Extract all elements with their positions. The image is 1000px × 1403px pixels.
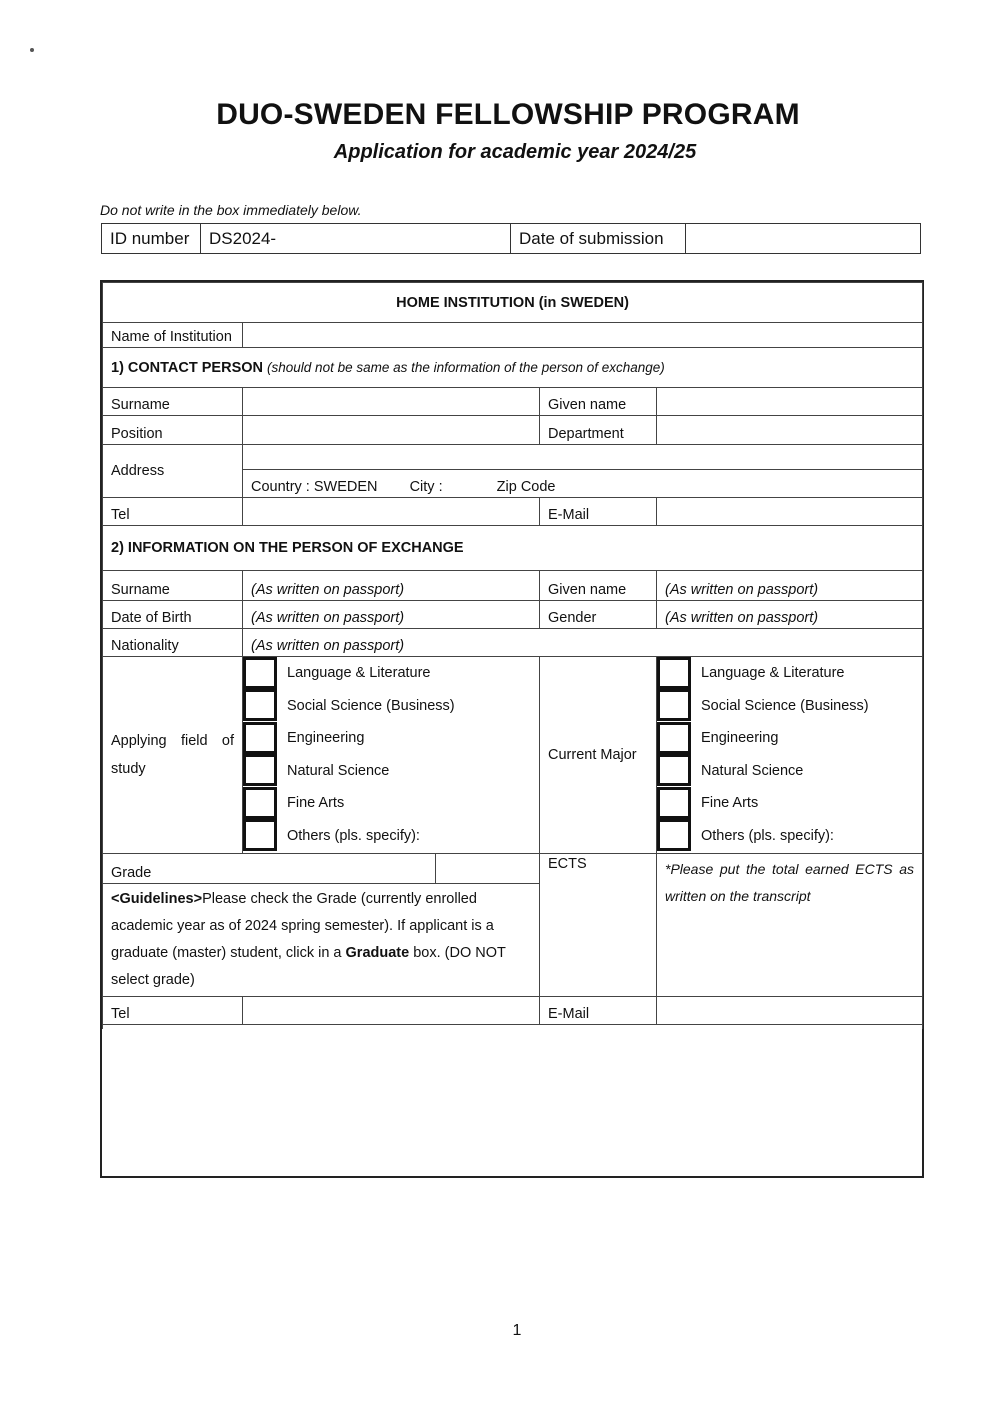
applying-field-options <box>243 657 540 854</box>
exchange-gender-field[interactable]: (As written on passport) <box>657 601 923 629</box>
applying-field-option-label: Language & Literature <box>287 665 431 682</box>
current-major-checkbox[interactable] <box>657 657 691 689</box>
current-major-option-label: Engineering <box>701 730 779 747</box>
applying-field-option-label: Others (pls. specify): <box>287 827 420 844</box>
applying-field-option <box>243 722 539 755</box>
ects-note-cell[interactable] <box>657 854 923 997</box>
applying-field-checkbox[interactable] <box>243 722 277 754</box>
current-major-option <box>657 755 922 788</box>
applying-field-label: Applying field of study <box>103 657 243 854</box>
contact-address-field[interactable] <box>243 445 923 470</box>
applying-field-option-label: Natural Science <box>287 762 390 779</box>
contact-given-name-label: Given name <box>540 388 657 416</box>
current-major-option <box>657 787 922 820</box>
date-of-submission-field[interactable] <box>686 224 921 254</box>
contact-address-detail-field[interactable] <box>243 470 923 498</box>
exchange-tel-field[interactable] <box>243 997 540 1025</box>
contact-surname-label: Surname <box>103 388 243 416</box>
exchange-given-name-label: Given name <box>540 571 657 601</box>
contact-department-label: Department <box>540 416 657 445</box>
current-major-checkbox[interactable] <box>657 819 691 851</box>
zip-code-label: Zip Code <box>496 479 556 495</box>
applying-field-checkbox[interactable] <box>243 787 277 819</box>
application-form <box>100 280 924 1178</box>
applying-field-option <box>243 690 539 723</box>
id-number-label: ID number <box>102 224 201 254</box>
current-major-checklist <box>657 657 922 852</box>
current-major-option-label: Fine Arts <box>701 795 759 812</box>
current-major-checkbox[interactable] <box>657 722 691 754</box>
current-major-option-label: Language & Literature <box>701 665 845 682</box>
grade-label: Grade <box>103 854 436 884</box>
exchange-given-name-field[interactable]: (As written on passport) <box>657 571 923 601</box>
page-title: DUO-SWEDEN FELLOWSHIP PROGRAM <box>216 98 800 131</box>
contact-address-label: Address <box>103 445 243 498</box>
current-major-options <box>657 657 923 854</box>
contact-surname-field[interactable] <box>243 388 540 416</box>
current-major-option-label: Natural Science <box>701 762 804 779</box>
contact-given-name-field[interactable] <box>657 388 923 416</box>
exchange-email-field[interactable] <box>657 997 923 1025</box>
applying-field-option <box>243 755 539 788</box>
guidelines-tag: <Guidelines> <box>111 891 203 907</box>
blank-area <box>103 1025 923 1030</box>
applying-field-checkbox[interactable] <box>243 657 277 689</box>
current-major-option-label: Social Science (Business) <box>701 697 869 714</box>
applying-field-option <box>243 657 539 690</box>
guidelines-graduate: Graduate <box>345 945 410 961</box>
exchange-tel-label: Tel <box>103 997 243 1025</box>
current-major-option <box>657 657 922 690</box>
country-label: Country : SWEDEN <box>251 479 378 495</box>
date-of-submission-label: Date of submission <box>511 224 686 254</box>
contact-position-label: Position <box>103 416 243 445</box>
current-major-option <box>657 722 922 755</box>
scan-speck <box>30 48 34 52</box>
applying-field-option-label: Social Science (Business) <box>287 697 455 714</box>
institution-name-field[interactable] <box>243 323 923 348</box>
guidelines-text-1: Please check the Grade (currently enrolled academic year as of 2024 spring semester). If applicant is a graduate (master) student, click in a <box>111 891 494 961</box>
exchange-surname-label: Surname <box>103 571 243 601</box>
contact-email-label: E-Mail <box>540 498 657 526</box>
exchange-email-label: E-Mail <box>540 997 657 1025</box>
applying-field-checkbox[interactable] <box>243 754 277 786</box>
guidelines-text-2: box. (DO NOT select grade) <box>111 945 506 988</box>
ects-note: *Please put the total earned ECTS as written on the transcript <box>665 861 915 904</box>
applying-field-option-label: Fine Arts <box>287 795 345 812</box>
current-major-option <box>657 820 922 853</box>
grade-guidelines <box>103 884 540 997</box>
current-major-checkbox[interactable] <box>657 787 691 819</box>
current-major-checkbox[interactable] <box>657 754 691 786</box>
applying-field-checkbox[interactable] <box>243 819 277 851</box>
grade-field[interactable] <box>436 854 540 884</box>
exchange-nationality-field[interactable]: (As written on passport) <box>243 629 923 657</box>
exchange-dob-label: Date of Birth <box>103 601 243 629</box>
contact-email-field[interactable] <box>657 498 923 526</box>
contact-tel-label: Tel <box>103 498 243 526</box>
page-number: 1 <box>512 1322 522 1339</box>
contact-position-field[interactable] <box>243 416 540 445</box>
applying-field-option <box>243 820 539 853</box>
institution-name-label: Name of Institution <box>103 323 243 348</box>
current-major-option <box>657 690 922 723</box>
ects-label: ECTS <box>540 854 657 997</box>
contact-department-field[interactable] <box>657 416 923 445</box>
office-use-table <box>101 223 921 254</box>
applying-field-option <box>243 787 539 820</box>
office-use-note: Do not write in the box immediately below. <box>100 202 362 218</box>
exchange-surname-field[interactable]: (As written on passport) <box>243 571 540 601</box>
exchange-person-heading: 2) INFORMATION ON THE PERSON OF EXCHANGE <box>103 526 923 571</box>
form-table <box>102 282 923 1029</box>
contact-person-title: 1) CONTACT PERSON <box>111 359 263 376</box>
applying-field-checklist <box>243 657 539 852</box>
city-label: City : <box>409 479 443 495</box>
home-institution-header: HOME INSTITUTION (in SWEDEN) <box>103 283 923 323</box>
current-major-label: Current Major <box>540 657 657 854</box>
current-major-checkbox[interactable] <box>657 689 691 721</box>
id-number-field[interactable]: DS2024- <box>201 224 511 254</box>
applying-field-option-label: Engineering <box>287 730 365 747</box>
contact-tel-field[interactable] <box>243 498 540 526</box>
exchange-dob-field[interactable]: (As written on passport) <box>243 601 540 629</box>
exchange-nationality-label: Nationality <box>103 629 243 657</box>
contact-person-note: (should not be same as the information of the person of exchange) <box>267 359 665 375</box>
applying-field-checkbox[interactable] <box>243 689 277 721</box>
current-major-option-label: Others (pls. specify): <box>701 827 834 844</box>
exchange-gender-label: Gender <box>540 601 657 629</box>
page-subtitle: Application for academic year 2024/25 <box>333 141 697 163</box>
contact-person-heading <box>103 348 923 388</box>
